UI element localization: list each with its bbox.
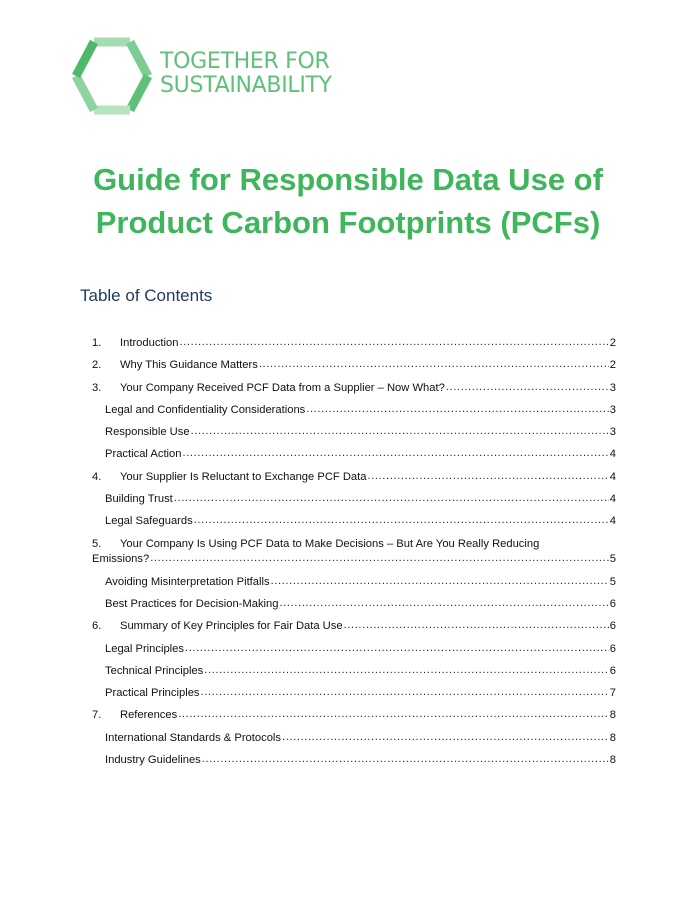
dot-leader (185, 637, 609, 659)
toc-entry-label-continued: Emissions? (92, 552, 150, 565)
logo-line-1: TOGETHER FOR (160, 49, 330, 74)
toc-entry-label: Your Supplier Is Reluctant to Exchange PCF Data (120, 470, 367, 483)
toc-entry-page: 3 (609, 426, 616, 439)
toc-entry-label: Your Company Is Using PCF Data to Make Decisions – But Are You Really Reducing (120, 537, 540, 550)
toc-entry-number: 4. (92, 470, 102, 483)
toc-entry-label: Legal Principles (105, 642, 184, 655)
toc-entry-label: International Standards & Protocols (105, 731, 281, 744)
toc-entry-page: 3 (609, 403, 616, 416)
toc-subentry[interactable] (92, 488, 616, 510)
logo (72, 36, 392, 118)
toc-heading: Table of Contents (80, 286, 213, 305)
toc-subentry[interactable] (92, 510, 616, 532)
toc-entry-label: Introduction (120, 337, 179, 349)
toc-subentry[interactable] (92, 399, 616, 421)
toc-entry-page: 4 (609, 448, 616, 461)
toc-entry-page: 8 (609, 709, 616, 722)
toc-entry[interactable] (92, 704, 616, 726)
toc-entry-number: 6. (92, 620, 102, 633)
toc-entry-number: 3. (92, 381, 102, 394)
toc-entry-label: Legal and Confidentiality Considerations (105, 403, 306, 416)
document-title (0, 158, 696, 244)
toc-entry[interactable] (92, 466, 616, 488)
dot-leader (182, 442, 608, 464)
toc-entry-number: 7. (92, 709, 102, 722)
toc-entry[interactable] (92, 533, 616, 571)
toc-entry-label: Legal Safeguards (105, 515, 193, 528)
dot-leader (282, 726, 609, 748)
toc-entry-label: Technical Principles (105, 664, 204, 677)
logo-wordmark (160, 50, 332, 98)
toc-entry[interactable] (92, 354, 616, 376)
title-line-1: Guide for Responsible Data Use of (93, 162, 603, 197)
toc-entry-label: Your Company Received PCF Data from a Supplier – Now What? (120, 381, 445, 394)
hexagon-icon (72, 36, 152, 116)
dot-leader (150, 551, 609, 566)
toc-entry-label: Building Trust (105, 493, 173, 506)
toc-entry-page: 3 (609, 381, 616, 394)
toc-subentry[interactable] (92, 727, 616, 749)
toc-entry-page: 8 (609, 731, 616, 744)
toc-entry-label: Practical Action (105, 448, 182, 461)
toc-entry-page: 6 (609, 620, 616, 633)
dot-leader (306, 398, 609, 420)
toc-entry[interactable] (92, 615, 616, 637)
title-line-2: Product Carbon Footprints (PCFs) (95, 205, 601, 240)
table-of-contents (92, 332, 616, 771)
toc-subentry[interactable] (92, 638, 616, 660)
toc-entry-label: Why This Guidance Matters (120, 359, 258, 372)
dot-leader (178, 703, 609, 725)
toc-entry-number: 1. (92, 337, 102, 349)
toc-entry-page: 7 (609, 687, 616, 700)
dot-leader (179, 331, 608, 353)
toc-entry-label: Practical Principles (105, 687, 200, 700)
toc-subentry[interactable] (92, 571, 616, 593)
toc-entry-label: Responsible Use (105, 426, 190, 439)
dot-leader (204, 659, 609, 681)
dot-leader (259, 353, 609, 375)
toc-entry-page: 6 (609, 642, 616, 655)
toc-subentry[interactable] (92, 660, 616, 682)
toc-subentry[interactable] (92, 421, 616, 443)
dot-leader (446, 376, 609, 398)
toc-entry-page: 5 (609, 575, 616, 588)
logo-line-2: SUSTAINABILITY (160, 73, 332, 98)
toc-entry-page: 6 (609, 597, 616, 610)
dot-leader (279, 592, 608, 614)
toc-entry-label: References (120, 709, 178, 722)
toc-entry-page: 8 (609, 754, 616, 767)
toc-entry-page: 2 (609, 337, 616, 349)
toc-entry-page: 4 (609, 515, 616, 528)
dot-leader (174, 487, 609, 509)
toc-subentry[interactable] (92, 682, 616, 704)
toc-entry-page: 6 (609, 664, 616, 677)
toc-entry-label: Industry Guidelines (105, 754, 201, 767)
dot-leader (271, 570, 609, 592)
dot-leader (202, 748, 609, 770)
dot-leader (191, 420, 609, 442)
toc-entry-page: 4 (609, 493, 616, 506)
toc-entry-number: 5. (92, 537, 102, 550)
toc-subentry[interactable] (92, 443, 616, 465)
toc-subentry[interactable] (92, 749, 616, 771)
toc-entry-label: Best Practices for Decision-Making (105, 597, 279, 610)
toc-entry[interactable] (92, 377, 616, 399)
toc-entry[interactable] (92, 332, 616, 354)
toc-entry-label: Avoiding Misinterpretation Pitfalls (105, 575, 270, 588)
toc-entry-page: 5 (609, 552, 616, 565)
dot-leader (367, 465, 608, 487)
toc-subentry[interactable] (92, 593, 616, 615)
toc-entry-page: 2 (609, 359, 616, 372)
dot-leader (344, 614, 609, 636)
toc-entry-page: 4 (609, 470, 616, 483)
toc-entry-label: Summary of Key Principles for Fair Data Use (120, 620, 343, 633)
dot-leader (201, 681, 609, 703)
dot-leader (194, 509, 609, 531)
toc-entry-number: 2. (92, 359, 102, 372)
